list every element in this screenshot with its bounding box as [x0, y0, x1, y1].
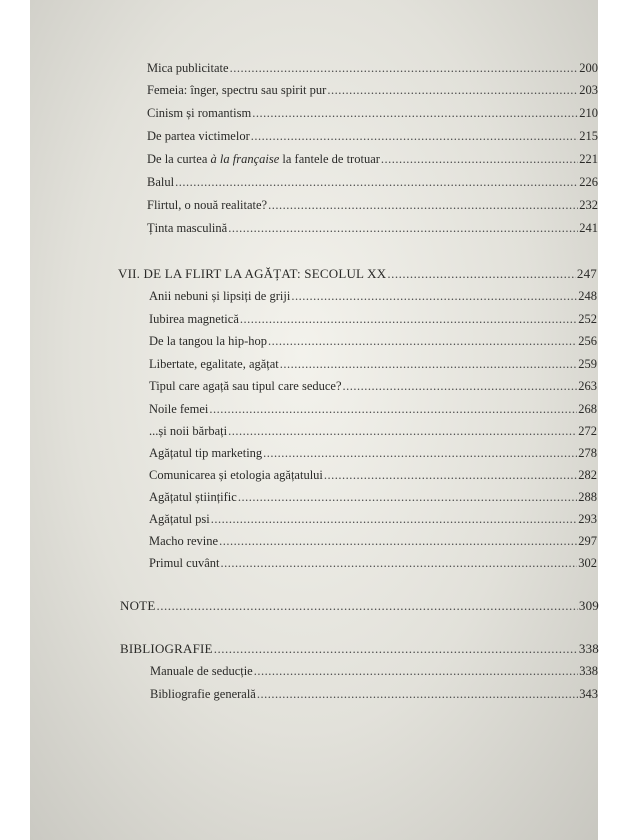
- toc-entry-title: Tipul care agață sau tipul care seduce?: [149, 379, 342, 393]
- toc-chapter-heading: [118, 266, 597, 282]
- toc-entry-title: Manuale de seducție: [150, 664, 253, 678]
- toc-entry-title: De la tangou la hip-hop: [149, 334, 268, 348]
- leader-dots: [387, 266, 576, 282]
- toc-page-number: 343: [579, 687, 598, 701]
- leader-dots: [175, 174, 578, 190]
- leader-dots: [268, 333, 577, 349]
- leader-dots: [254, 663, 579, 679]
- leader-dots: [214, 641, 578, 657]
- toc-page-number: 268: [578, 402, 597, 416]
- toc-entry: [150, 663, 598, 679]
- chapter-title: NOTE: [120, 598, 156, 613]
- toc-page-number: 288: [578, 490, 597, 504]
- toc-entry: [149, 356, 597, 372]
- toc-page-number: 293: [578, 512, 597, 526]
- toc-entry: [149, 467, 597, 483]
- book-page: [30, 0, 598, 840]
- toc-entry-title: Libertate, egalitate, agățat: [149, 357, 279, 371]
- toc-page-number: 272: [578, 424, 597, 438]
- leader-dots: [230, 60, 579, 76]
- toc-entry-title: Agățatul științific: [149, 490, 237, 504]
- toc-page-number: 259: [578, 357, 597, 371]
- leader-dots: [252, 105, 578, 121]
- toc-entry: [149, 445, 597, 461]
- leader-dots: [156, 598, 577, 614]
- toc-page-number: 282: [578, 468, 597, 482]
- toc-entry-title: Agățatul psi: [149, 512, 210, 526]
- leader-dots: [228, 423, 577, 439]
- toc-entry: [147, 82, 598, 98]
- toc-entry-title: Macho revine: [149, 534, 219, 548]
- leader-dots: [251, 128, 579, 144]
- toc-entry: [149, 333, 597, 349]
- leader-dots: [263, 445, 577, 461]
- toc-entry-title: Comunicarea și etologia agățatului: [149, 468, 323, 482]
- toc-page-number: 309: [578, 598, 599, 613]
- toc-entry: [147, 128, 598, 144]
- chapter-title: BIBLIOGRAFIE: [120, 641, 213, 656]
- toc-chapter-heading: [120, 598, 599, 614]
- leader-dots: [280, 356, 577, 372]
- toc-entry: [147, 105, 598, 121]
- toc-page-number: 215: [579, 129, 598, 143]
- toc-entry-title: Noile femei: [149, 402, 209, 416]
- toc-entry-title: Mica publicitate: [147, 61, 229, 75]
- toc-entry: [147, 174, 598, 190]
- leader-dots: [343, 378, 578, 394]
- toc-page-number: 263: [578, 379, 597, 393]
- toc-entry: [149, 533, 597, 549]
- toc-page-number: 252: [578, 312, 597, 326]
- toc-entry: [149, 555, 597, 571]
- toc-entry-title: Cinism și romantism: [147, 106, 252, 120]
- toc-entry: [149, 311, 597, 327]
- toc-entry: [147, 220, 598, 236]
- toc-page-number: 210: [579, 106, 598, 120]
- toc-entry-title: Agățatul tip marketing: [149, 446, 263, 460]
- toc-entry-title: Bibliografie generală: [150, 687, 256, 701]
- toc-page-number: 221: [579, 152, 598, 166]
- leader-dots: [257, 686, 578, 702]
- toc-page-number: 278: [578, 446, 597, 460]
- toc-page-number: 297: [578, 534, 597, 548]
- toc-entry: [149, 378, 597, 394]
- toc-entry: [147, 151, 598, 167]
- leader-dots: [238, 489, 577, 505]
- toc-page-number: 302: [578, 556, 597, 570]
- toc-page-number: 226: [579, 175, 598, 189]
- toc-entry-title: De partea victimelor: [147, 129, 250, 143]
- leader-dots: [220, 555, 577, 571]
- toc-page-number: 241: [579, 221, 598, 235]
- toc-entry-title: Iubirea magnetică: [149, 312, 239, 326]
- leader-dots: [324, 467, 577, 483]
- toc-entry-title: Femeia: înger, spectru sau spirit pur: [147, 83, 327, 97]
- leader-dots: [240, 311, 577, 327]
- leader-dots: [381, 151, 578, 167]
- toc-entry-title: ...și noii bărbați: [149, 424, 228, 438]
- leader-dots: [211, 511, 577, 527]
- toc-entry: [149, 423, 597, 439]
- toc-entry: [147, 60, 598, 76]
- toc-entry: [149, 401, 597, 417]
- toc-entry-title: De la curtea à la française la fantele de trotuar: [147, 152, 380, 166]
- toc-page-number: 338: [578, 641, 599, 656]
- toc-page-number: 256: [578, 334, 597, 348]
- toc-entry: [147, 197, 598, 213]
- toc-entry: [150, 686, 598, 702]
- toc-entry-title: Primul cuvânt: [149, 556, 220, 570]
- leader-dots: [268, 197, 578, 213]
- toc-page-number: 200: [579, 61, 598, 75]
- toc-chapter-heading: [120, 641, 599, 657]
- leader-dots: [219, 533, 577, 549]
- toc-page-number: 203: [579, 83, 598, 97]
- toc-entry: [149, 288, 597, 304]
- toc-page-number: 247: [576, 266, 597, 281]
- leader-dots: [291, 288, 577, 304]
- toc-entry-title: Anii nebuni și lipsiți de griji: [149, 289, 291, 303]
- toc-page-number: 338: [579, 664, 598, 678]
- leader-dots: [327, 82, 578, 98]
- chapter-title: VII. DE LA FLIRT LA AGĂȚAT: SECOLUL XX: [118, 266, 387, 281]
- leader-dots: [209, 401, 577, 417]
- toc-entry: [149, 489, 597, 505]
- toc-entry: [149, 511, 597, 527]
- toc-entry-title: Balul: [147, 175, 175, 189]
- leader-dots: [228, 220, 578, 236]
- toc-entry-title: Flirtul, o nouă realitate?: [147, 198, 268, 212]
- toc-page-number: 248: [578, 289, 597, 303]
- toc-entry-title: Ținta masculină: [147, 221, 228, 235]
- toc-page-number: 232: [579, 198, 598, 212]
